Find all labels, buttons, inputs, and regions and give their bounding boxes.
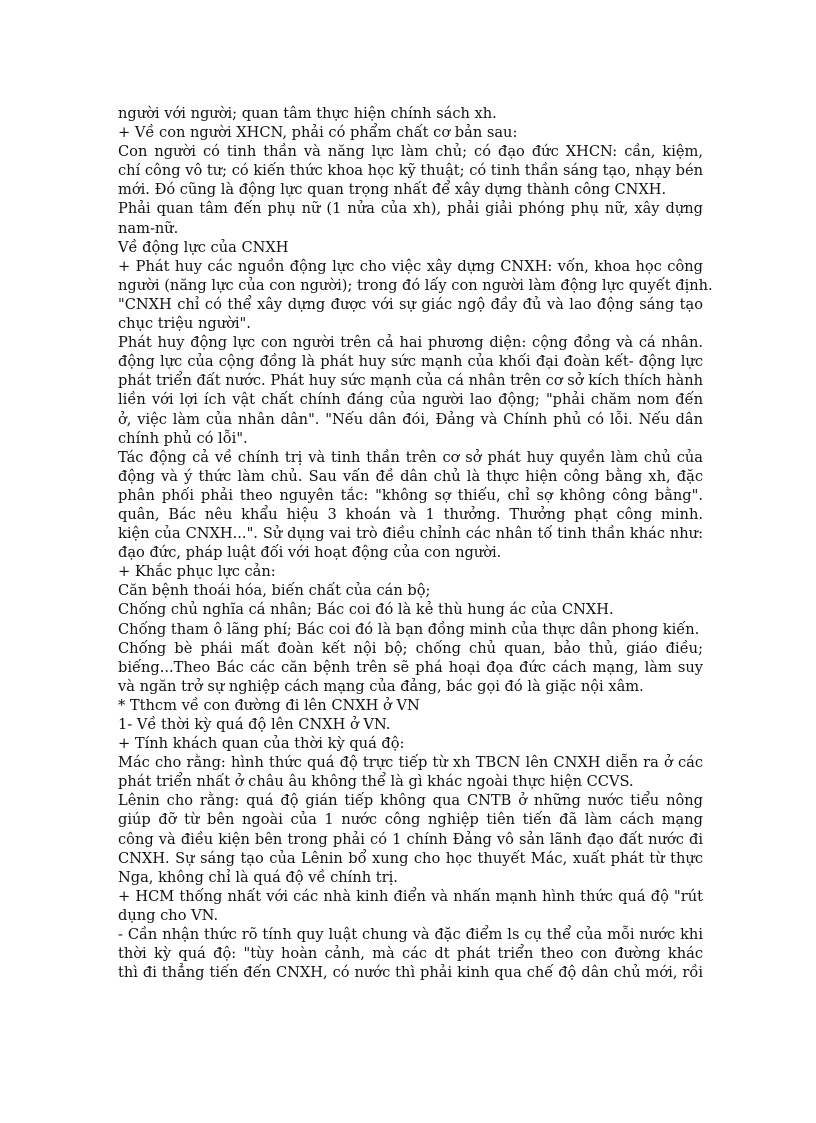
text-line: "CNXH chỉ có thể xây dựng được với sự giác ngộ đầy đủ và lao động sáng tạo [118,295,703,313]
text-line: + Tính khách quan của thời kỳ quá độ: [118,735,405,753]
text-line: Nga, không chỉ là quá độ về chính trị. [118,868,398,886]
text-line: CNXH. Sự sáng tạo của Lênin bổ xung cho học thuyết Mác, xuất phát từ thực [118,849,703,867]
text-line: đạo đức, pháp luật đối với hoạt động của con người. [118,544,502,562]
text-line: Về động lực của CNXH [118,238,289,256]
text-line: Mác cho rằng: hình thức quá độ trực tiếp từ xh TBCN lên CNXH diễn ra ở các [118,754,703,772]
text-line: + Khắc phục lực cản: [118,563,276,581]
text-line: phân phối phải theo nguyên tắc: "không sợ thiếu, chỉ sợ không công bằng". [118,486,703,504]
text-line: chí công vô tư; có kiến thức khoa học kỹ thuật; có tinh thần sáng tạo, nhạy bén [118,162,703,180]
text-line: Chống chủ nghĩa cá nhân; Bác coi đó là kẻ thù hung ác của CNXH. [118,601,614,619]
text-line: Chống tham ô lãng phí; Bác coi đó là bạn đồng minh của thực dân phong kiến. [118,620,700,638]
text-line: và ngăn trở sự nghiệp cách mạng của đảng, bác gọi đó là giặc nội xâm. [118,677,644,695]
text-line: kiện của CNXH...". Sử dụng vai trò điều chỉnh các nhân tố tinh thần khác như: [118,525,703,543]
text-line: chục triệu người". [118,315,251,333]
text-line: phát triển đất nước. Phát huy sức mạnh của cá nhân trên cơ sở kích thích hành [118,372,703,390]
text-line: người (năng lực của con người); trong đó lấy con người làm động lực quyết định. [118,276,713,294]
text-line: thì đi thẳng tiến đến CNXH, có nước thì phải kinh qua chế độ dân chủ mới, rồi [118,964,703,982]
text-line: giúp đỡ từ bên ngoài của 1 nước công nghiệp tiên tiến đã làm cách mạng [118,811,703,829]
text-line: Con người có tinh thần và năng lực làm chủ; có đạo đức XHCN: cần, kiệm, [118,143,703,161]
text-line: * Tthcm về con đường đi lên CNXH ở VN [118,696,420,714]
text-line: + Phát huy các nguồn động lực cho việc xây dựng CNXH: vốn, khoa học công [118,257,703,275]
text-line: nam-nữ. [118,219,179,237]
text-line: dụng cho VN. [118,906,219,924]
text-line: + Về con người XHCN, phải có phẩm chất cơ bản sau: [118,124,518,142]
text-line: liền với lợi ích vật chất chính đáng của người lao động; "phải chăm nom đến [118,391,703,409]
text-line: Chống bè phái mất đoàn kết nội bộ; chống chủ quan, bảo thủ, giáo điều; [118,639,703,657]
text-line: quân, Bác nêu khẩu hiệu 3 khoán và 1 thưởng. Thưởng phạt công minh. [118,505,703,523]
text-line: Phát huy động lực con người trên cả hai phương diện: cộng đồng và cá nhân. [118,334,703,352]
text-line: phát triển nhất ở châu âu không thể là gì khác ngoài thực hiện CCVS. [118,773,634,791]
text-line: Tác động cả về chính trị và tinh thần trên cơ sở phát huy quyền làm chủ của [118,448,703,466]
text-line: mới. Đó cũng là động lực quan trọng nhất để xây dựng thành công CNXH. [118,181,667,199]
text-line: Phải quan tâm đến phụ nữ (1 nửa của xh), phải giải phóng phụ nữ, xây dựng [118,200,703,218]
document-body [118,104,713,982]
text-line: ở, việc làm của nhân dân". "Nếu dân đói, Đảng và Chính phủ có lỗi. Nếu dân [118,410,703,428]
text-line: chính phủ có lỗi". [118,429,248,447]
text-line: công và điều kiện bên trong phải có 1 chính Đảng vô sản lãnh đạo đất nước đi [118,830,703,848]
text-line: - Cần nhận thức rõ tính quy luật chung và đặc điểm ls cụ thể của mỗi nước khi [118,926,703,944]
text-line: biếng...Theo Bác các căn bệnh trên sẽ phá hoại đọa đức cách mạng, làm suy [118,658,703,676]
text-line: Lênin cho rằng: quá độ gián tiếp không qua CNTB ở những nước tiểu nông [118,792,703,810]
text-line: 1- Về thời kỳ quá độ lên CNXH ở VN. [118,716,391,733]
text-line: động và ý thức làm chủ. Sau vấn đề dân chủ là thực hiện công bằng xh, đặc [118,467,703,485]
text-line: + HCM thống nhất với các nhà kinh điển và nhấn mạnh hình thức quá độ "rút [118,887,703,905]
text-line: thời kỳ quá độ: "tùy hoàn cảnh, mà các dt phát triển theo con đường khác [118,945,703,963]
text-line: người với người; quan tâm thực hiện chính sách xh. [118,105,497,122]
text-line: động lực của cộng đồng là phát huy sức mạnh của khối đại đoàn kết- động lực [118,353,703,371]
text-line: Căn bệnh thoái hóa, biến chất của cán bộ; [118,582,431,600]
